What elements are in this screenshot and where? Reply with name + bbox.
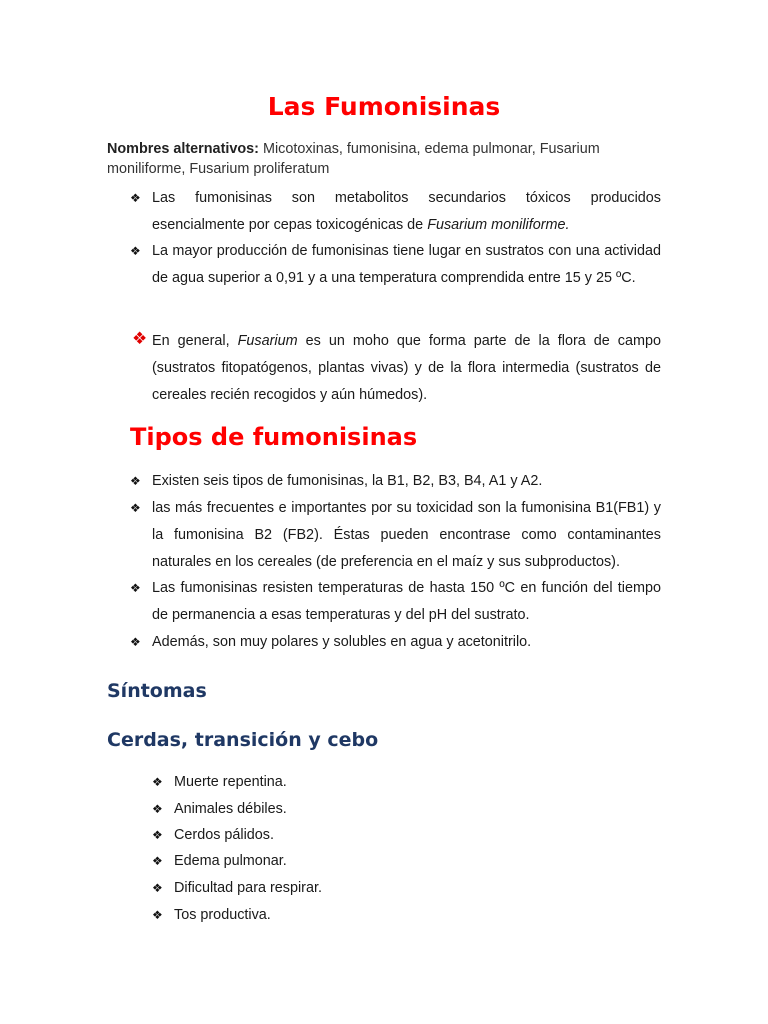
symptom-item: ❖ Tos productiva. [152, 907, 271, 923]
bullet-icon: ❖ [130, 501, 141, 515]
bullet-icon: ❖ [130, 191, 141, 205]
alternative-names-text: Micotoxinas, fumonisina, edema pulmonar, Fusarium moniliforme, Fusarium proliferatum [107, 141, 600, 177]
alternative-names-label: Nombres alternativos: [107, 141, 259, 157]
symptoms-heading: Síntomas [107, 680, 207, 702]
page-title: Las Fumonisinas [267, 92, 501, 121]
intro-bullet [130, 328, 661, 409]
bullet-icon: ❖ [152, 908, 163, 922]
symptom-item: ❖ Dificultad para respirar. [152, 880, 322, 896]
bullet-icon: ❖ [152, 854, 163, 868]
intro-bullet-text: En general, Fusarium es un moho que forma parte de la flora de campo (sustratos fitopatógenos, plantas vivas) y de la flora intermedia (sustratos de cereales recién recogidos y aún húmedos). [152, 333, 661, 403]
pigs-heading: Cerdas, transición y cebo [107, 729, 379, 751]
types-heading: Tipos de fumonisinas [130, 423, 418, 451]
intro-bullet-text: Las fumonisinas son metabolitos secundarios tóxicos producidos esencialmente por cepas toxicogénicas de Fusarium moniliforme. [152, 190, 661, 233]
types-bullet: ❖ las más frecuentes e importantes por su toxicidad son la fumonisina B1(FB1) y la fumonisina B2 (FB2). Éstas pueden encontrase como contaminantes naturales en los cereales (de preferencia en el maíz y sus subproductos). [130, 495, 661, 576]
bullet-icon: ❖ [152, 775, 163, 789]
bullet-icon: ❖ [132, 329, 148, 348]
bullet-icon: ❖ [130, 635, 141, 649]
intro-bullet [130, 238, 661, 292]
types-bullet: ❖ Existen seis tipos de fumonisinas, la B1, B2, B3, B4, A1 y A2. [130, 468, 661, 495]
bullet-icon: ❖ [152, 828, 163, 842]
bullet-icon: ❖ [152, 881, 163, 895]
symptom-item: ❖ Muerte repentina. [152, 774, 287, 790]
intro-bullet [130, 185, 661, 239]
alternative-names [107, 139, 667, 179]
bullet-icon: ❖ [152, 802, 163, 816]
symptom-item: ❖ Edema pulmonar. [152, 853, 287, 869]
types-bullet: ❖ Además, son muy polares y solubles en agua y acetonitrilo. [130, 629, 661, 656]
bullet-icon: ❖ [130, 244, 141, 258]
types-bullet: ❖ Las fumonisinas resisten temperaturas de hasta 150 ºC en función del tiempo de permanencia a esas temperaturas y del pH del sustrato. [130, 575, 661, 629]
intro-bullet-text: La mayor producción de fumonisinas tiene lugar en sustratos con una actividad de agua superior a 0,91 y a una temperatura comprendida entre 15 y 25 ºC. [152, 243, 661, 286]
symptom-item: ❖ Cerdos pálidos. [152, 827, 274, 843]
bullet-icon: ❖ [130, 581, 141, 595]
bullet-icon: ❖ [130, 474, 141, 488]
symptom-item: ❖ Animales débiles. [152, 801, 287, 817]
